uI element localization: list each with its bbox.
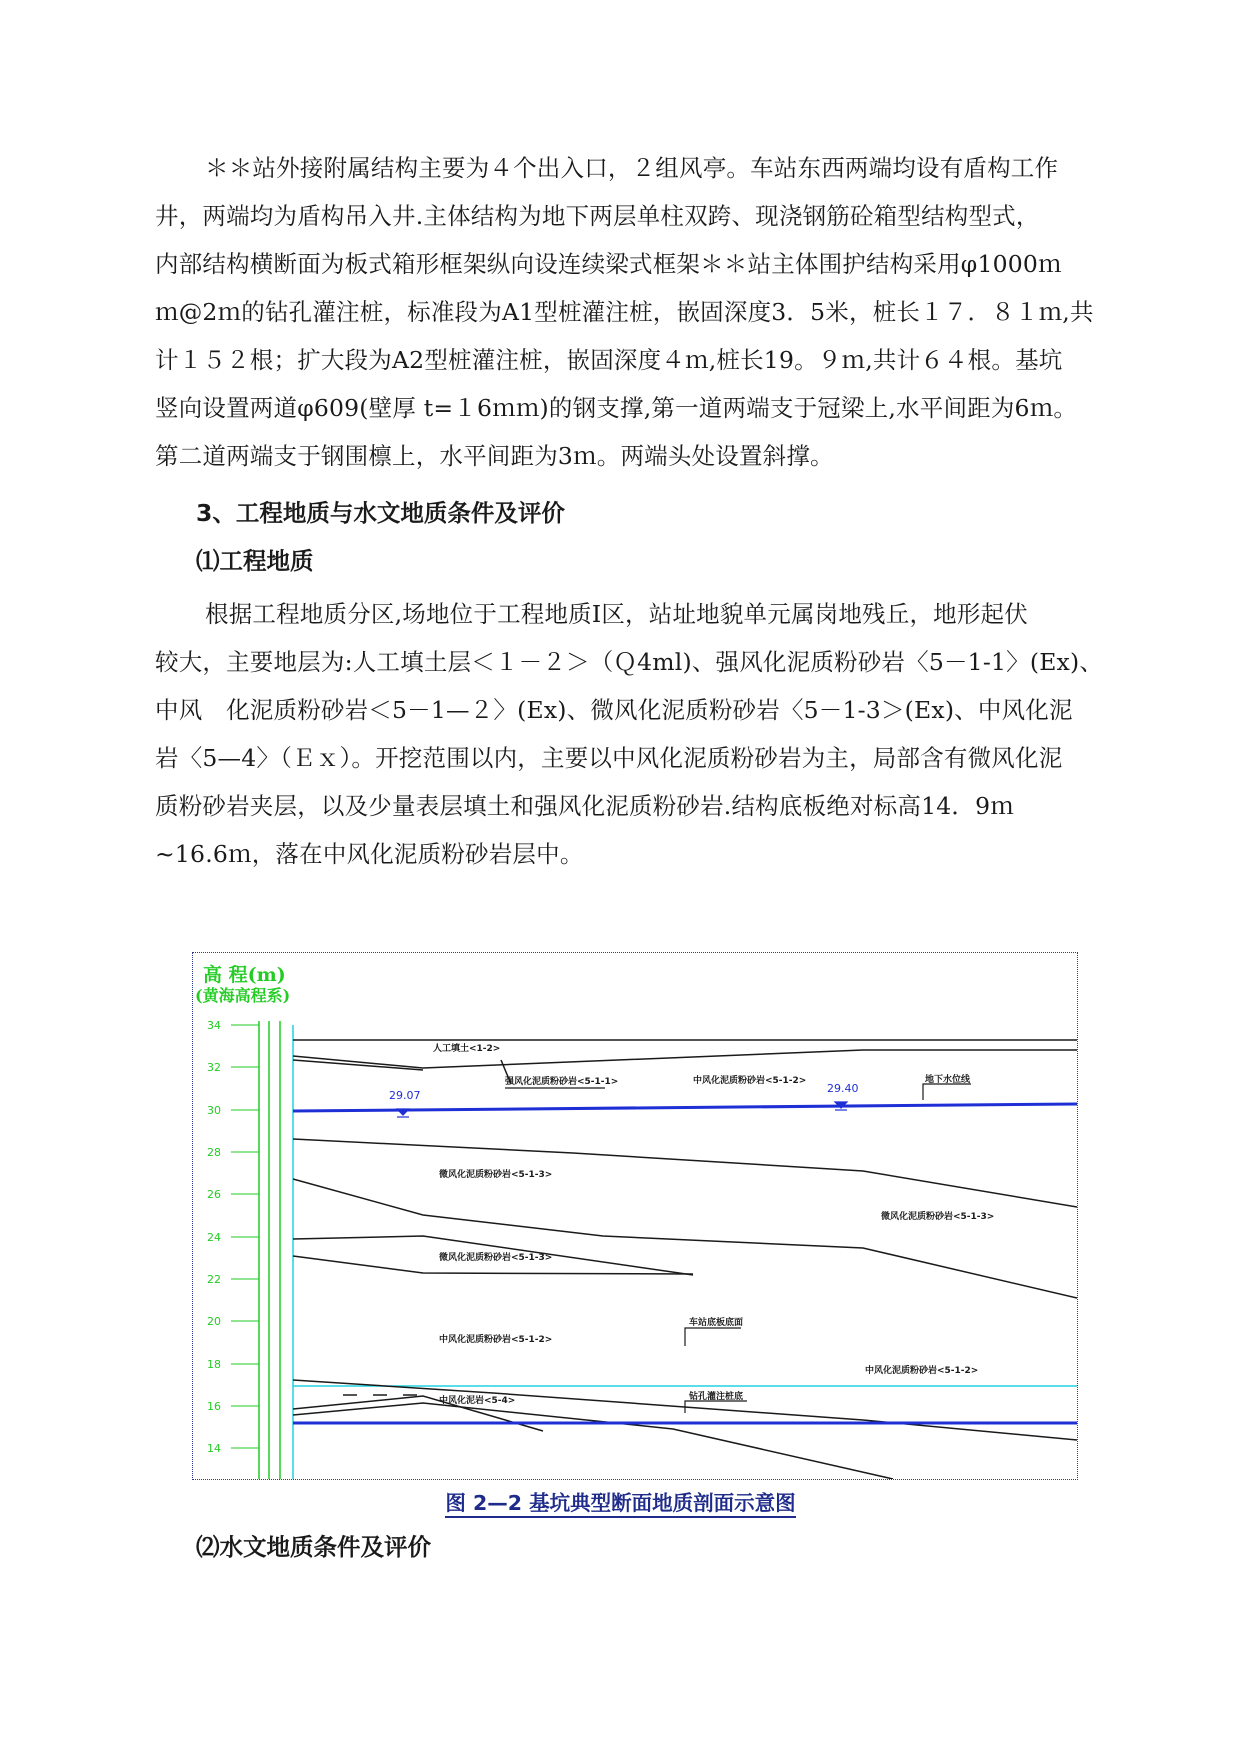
tick-label: 28 xyxy=(207,1146,221,1159)
water-level-left: 29.07 xyxy=(389,1089,421,1102)
label-pile-bottom: 钻孔灌注桩底 xyxy=(689,1392,744,1402)
paragraph-line: 质粉砂岩夹层，以及少量表层填土和强风化泥质粉砂岩.结构底板绝对标高14．9ｍ xyxy=(155,792,1014,820)
label-micro-weathered: 微风化泥质粉砂岩<5-1-3> xyxy=(881,1212,995,1222)
tick-label: 14 xyxy=(207,1442,221,1455)
water-level-right: 29.40 xyxy=(827,1082,859,1095)
leader-lines xyxy=(505,1084,971,1413)
layer-labels xyxy=(433,1042,994,1406)
axis-title-line2: (黄海高程系) xyxy=(195,986,291,1005)
subsection-heading: ⑵水文地质条件及评价 xyxy=(196,1533,431,1561)
section-heading: 3、工程地质与水文地质条件及评价 xyxy=(196,499,565,527)
paragraph-line: 竖向设置两道φ609(壁厚 t=１6ｍｍ)的钢支撑,第一道两端支于冠梁上,水平间距为6ｍ。 xyxy=(155,394,1078,422)
label-micro-weathered: 微风化泥质粉砂岩<5-1-3> xyxy=(439,1170,553,1180)
axis-title-line1: 高 程(m) xyxy=(203,964,286,986)
paragraph-line: 第二道两端支于钢围檩上，水平间距为3ｍ。两端头处设置斜撑。 xyxy=(155,442,834,470)
tick-label: 20 xyxy=(207,1315,221,1328)
paragraph-line: 岩〈5—4〉（Ｅｘ）。开挖范围以内，主要以中风化泥质粉砂岩为主，局部含有微风化泥 xyxy=(155,744,1063,772)
tick-labels xyxy=(207,1019,221,1455)
tick-label: 32 xyxy=(207,1061,221,1074)
paragraph-line: ＊＊站外接附属结构主要为４个出入口，２组风亭。车站东西两端均设有盾构工作 xyxy=(205,154,1059,182)
paragraph-line: 井，两端均为盾构吊入井.主体结构为地下两层单柱双跨、现浇钢筋砼箱型结构型式， xyxy=(155,202,1040,230)
label-strong-weathered: 强风化泥质粉砂岩<5-1-1> xyxy=(505,1077,619,1087)
label-mid-mudstone: 中风化泥岩<5-4> xyxy=(439,1396,516,1406)
paragraph-line: 中风 化泥质粉砂岩＜5－1—２〉(Ex)、微风化泥质粉砂岩〈5－1-3＞(Ex)、中风化泥 xyxy=(155,696,1073,724)
figure-caption xyxy=(0,1486,1241,1516)
label-base-slab: 车站底板底面 xyxy=(689,1318,744,1328)
paragraph-line: 较大，主要地层为:人工填土层＜１－２＞（Ｑ4ml)、强风化泥质粉砂岩〈5－1-1〉(Ex)、 xyxy=(155,648,1104,676)
paragraph-line: 根据工程地质分区,场地位于工程地质Ⅰ区，站址地貌单元属岗地残丘，地形起伏 xyxy=(205,600,1028,628)
paragraph-line: 内部结构横断面为板式箱形框架纵向设连续梁式框架＊＊站主体围护结构采用φ1000ｍ xyxy=(155,250,1062,278)
groundwater-line xyxy=(293,1104,1077,1111)
tick-label: 22 xyxy=(207,1273,221,1286)
tick-label: 34 xyxy=(207,1019,221,1032)
tick-label: 16 xyxy=(207,1400,221,1413)
label-groundwater: 地下水位线 xyxy=(925,1075,971,1085)
paragraph-line: 计１５２根；扩大段为A2型桩灌注桩，嵌固深度４ｍ,桩长19。９ｍ,共计６４根。基坑 xyxy=(155,346,1063,374)
geologic-section-figure xyxy=(192,952,1078,1480)
tick-label: 26 xyxy=(207,1188,221,1201)
water-level-marker-left xyxy=(397,1109,409,1117)
tick-label: 24 xyxy=(207,1231,221,1244)
label-micro-weathered: 微风化泥质粉砂岩<5-1-3> xyxy=(439,1253,553,1263)
paragraph-line: ｍ@2ｍ的钻孔灌注桩，标准段为A1型桩灌注桩，嵌固深度3．5米，桩长１７．８１ｍ,共 xyxy=(155,298,1094,326)
paragraph-line: ~16.6ｍ，落在中风化泥质粉砂岩层中。 xyxy=(155,840,584,868)
label-mid-weathered: 中风化泥质粉砂岩<5-1-2> xyxy=(439,1335,553,1345)
label-mid-weathered: 中风化泥质粉砂岩<5-1-2> xyxy=(865,1366,979,1376)
subsection-heading: ⑴工程地质 xyxy=(196,547,314,575)
geologic-section-drawing xyxy=(193,953,1077,1479)
tick-label: 30 xyxy=(207,1104,221,1117)
figure-caption-text: 图 2—2 基坑典型断面地质剖面示意图 xyxy=(445,1491,795,1518)
axis-ticks xyxy=(231,1025,259,1448)
tick-label: 18 xyxy=(207,1358,221,1371)
label-fill: 人工填土<1-2> xyxy=(433,1044,501,1054)
label-mid-weathered-top: 中风化泥质粉砂岩<5-1-2> xyxy=(693,1076,807,1086)
